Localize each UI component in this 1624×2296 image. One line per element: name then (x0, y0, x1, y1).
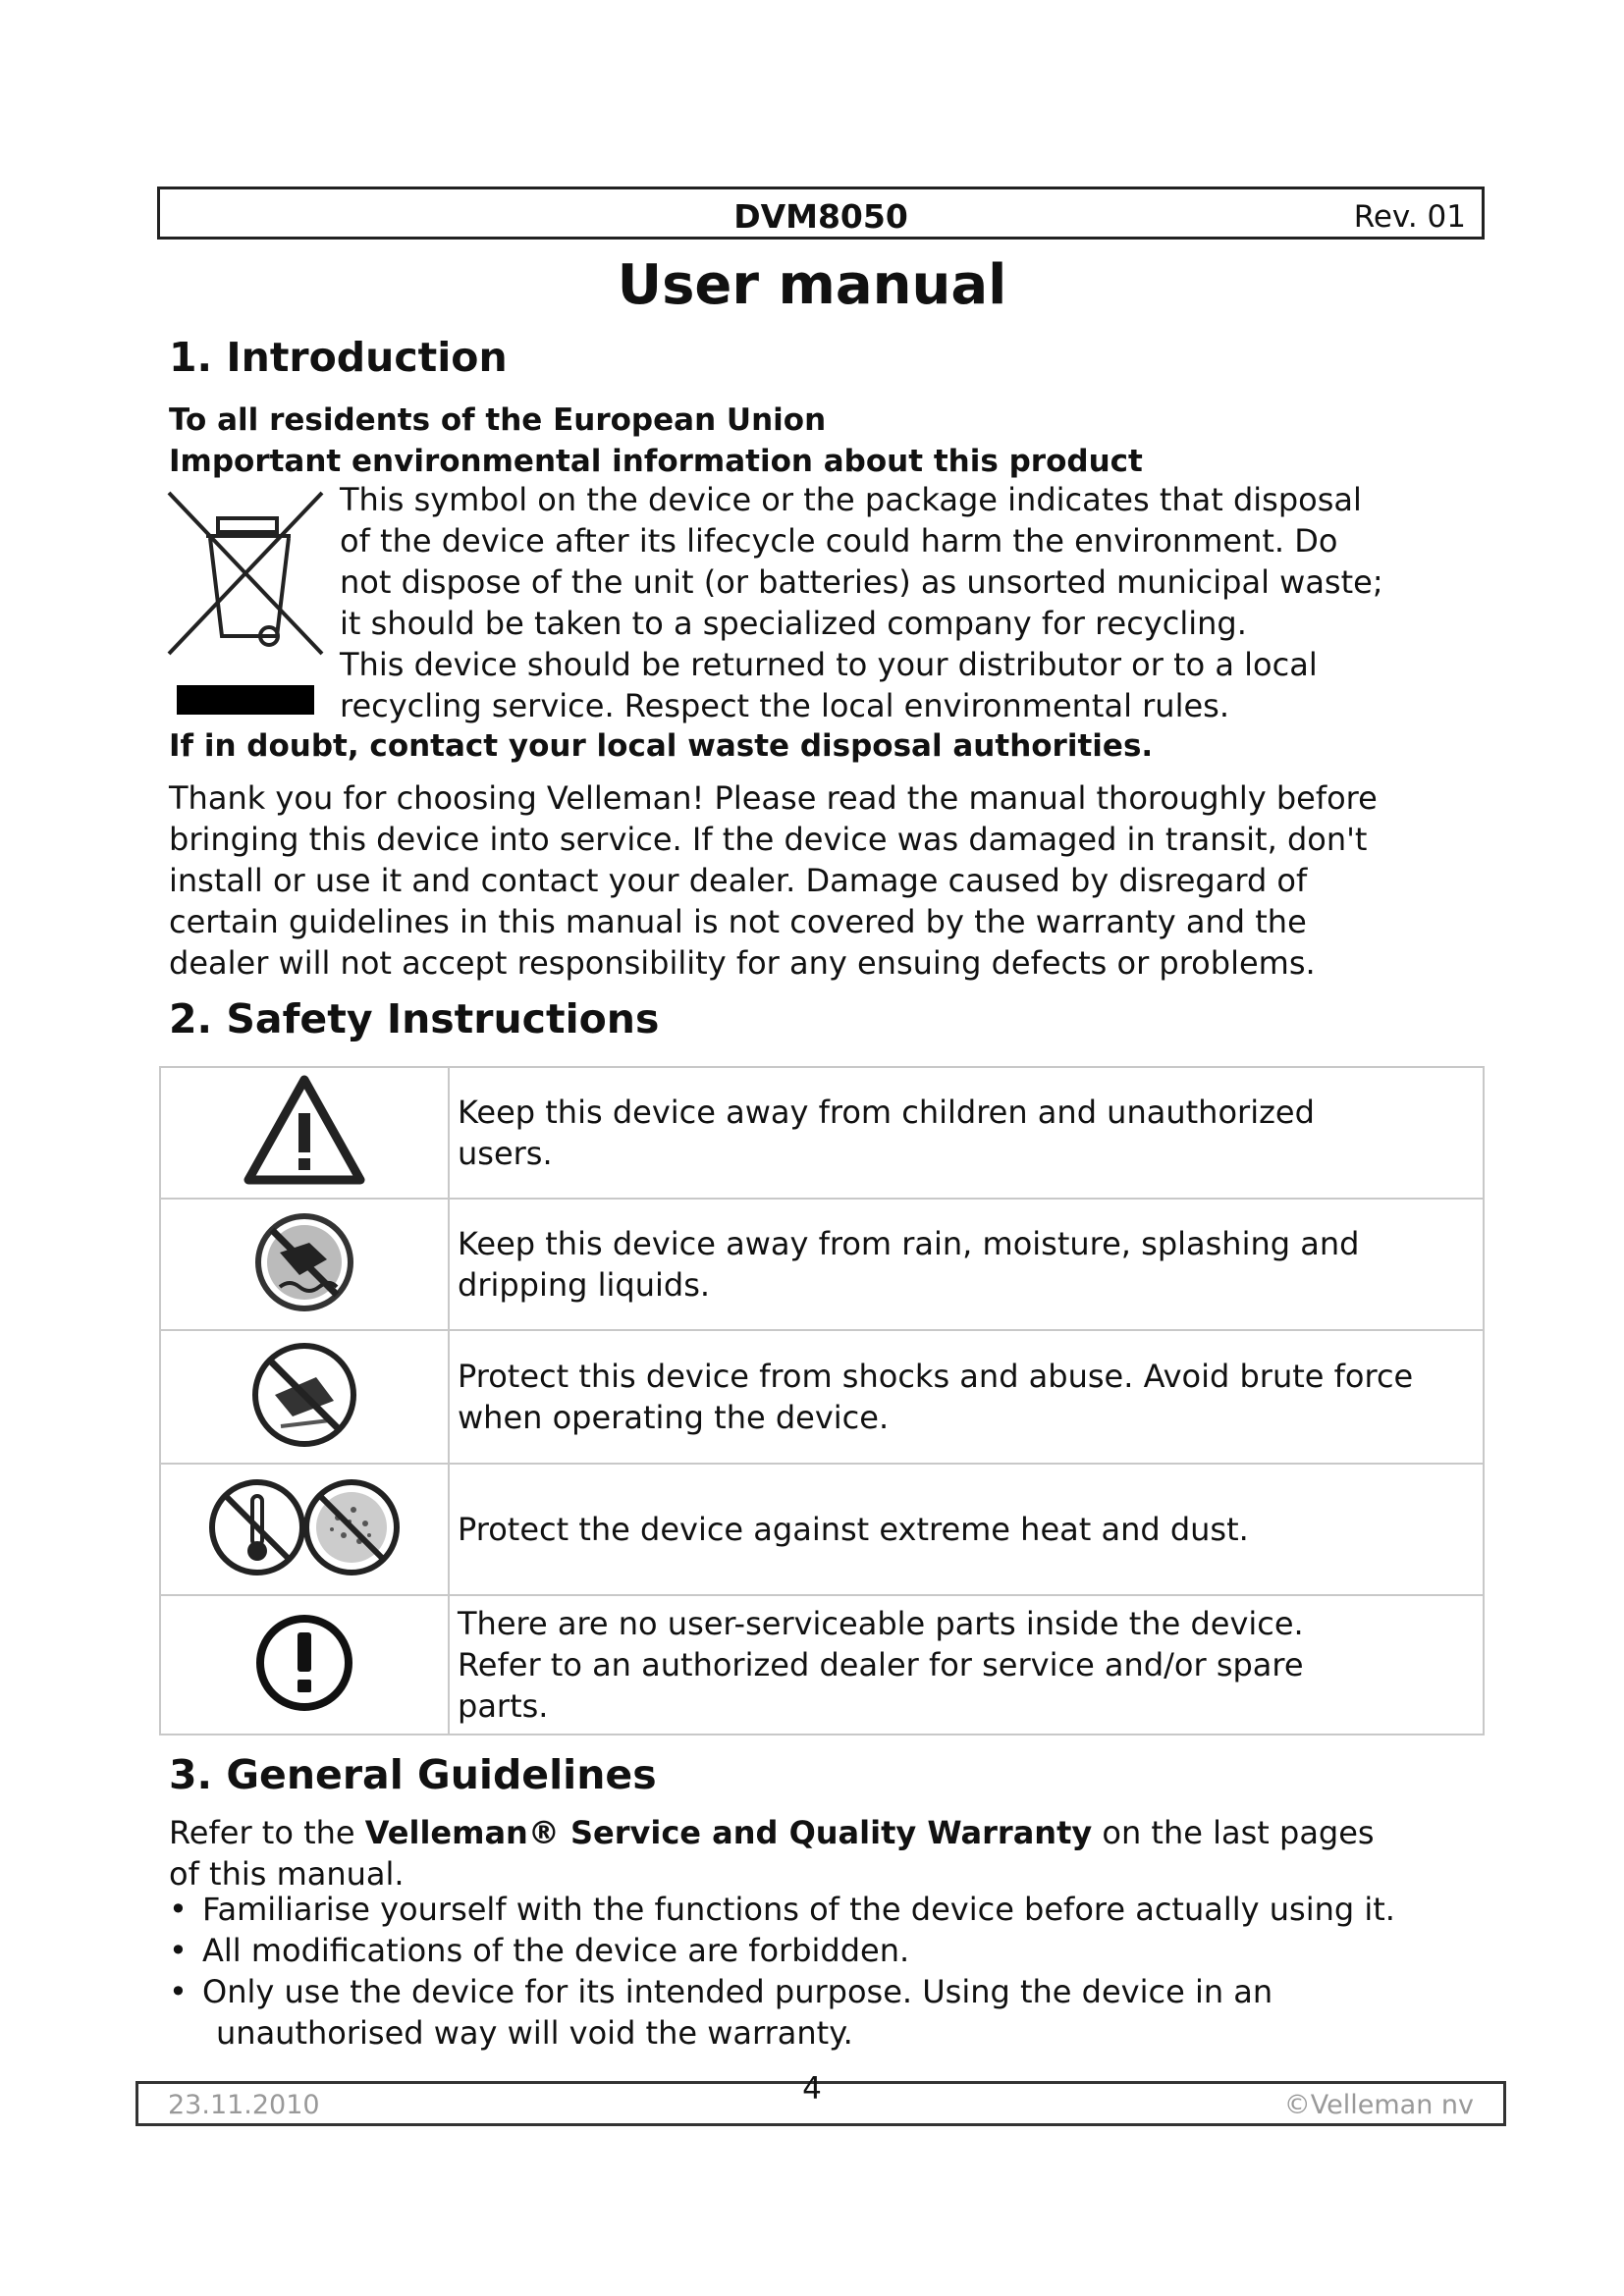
exclamation-circle-icon (252, 1611, 356, 1715)
warning-triangle-icon (241, 1072, 368, 1190)
env-line: This symbol on the device or the package indicates that disposal (340, 481, 1362, 518)
safety-row (160, 1595, 1484, 1735)
env-line: This device should be returned to your distributor or to a local (340, 646, 1318, 683)
no-shock-icon (247, 1338, 361, 1452)
thanks-line: certain guidelines in this manual is not covered by the warranty and the (169, 903, 1307, 940)
safety-row (160, 1464, 1484, 1595)
refer-prefix: Refer to the (169, 1814, 365, 1851)
thanks-line: Thank you for choosing Velleman! Please read the manual thoroughly before (169, 779, 1378, 817)
safety-row (160, 1330, 1484, 1464)
safety-text-line: Keep this device away from rain, moisture, splashing and (458, 1225, 1360, 1262)
env-line: it should be taken to a specialized company for recycling. (340, 605, 1247, 642)
safety-text-line: when operating the device. (458, 1399, 890, 1436)
env-notice-text (340, 479, 1489, 726)
page-number: 4 (802, 2071, 822, 2107)
safety-text-line: There are no user-serviceable parts inside the device. (458, 1605, 1304, 1642)
safety-table (159, 1066, 1485, 1735)
list-item: • Familiarise yourself with the functions of the device before actually using it. (169, 1889, 1485, 1930)
weee-bin-icon (167, 489, 334, 724)
doubt-line: If in doubt, contact your local waste disposal authorities. (169, 728, 1154, 764)
refer-line-2: of this manual. (169, 1855, 405, 1893)
refer-suffix: on the last pages (1092, 1814, 1375, 1851)
model-number: DVM8050 (733, 197, 908, 236)
safety-row (160, 1067, 1484, 1199)
safety-text-line: Refer to an authorized dealer for service and/or spare (458, 1646, 1304, 1683)
env-info-heading: Important environmental information about this product (169, 444, 1143, 479)
no-heat-dust-icon (206, 1474, 403, 1580)
page-title: User manual (617, 253, 1007, 317)
thanks-paragraph (169, 777, 1485, 984)
warranty-reference (169, 1812, 1485, 1895)
safety-text-line: dripping liquids. (458, 1266, 711, 1304)
safety-text-line: Protect the device against extreme heat and dust. (458, 1511, 1249, 1548)
footer-date: 23.11.2010 (168, 2090, 320, 2120)
thanks-line: bringing this device into service. If the device was damaged in transit, don't (169, 821, 1368, 858)
revision-label: Rev. 01 (1353, 199, 1466, 235)
safety-text-line: parts. (458, 1687, 549, 1725)
warranty-name: Velleman® Service and Quality Warranty (364, 1814, 1093, 1851)
safety-row (160, 1199, 1484, 1330)
safety-heading: 2. Safety Instructions (169, 995, 660, 1042)
safety-text-line: Protect this device from shocks and abuse. Avoid brute force (458, 1358, 1414, 1395)
document-header (157, 187, 1485, 240)
safety-text-line: users. (458, 1135, 553, 1172)
safety-text-line: Keep this device away from children and unauthorized (458, 1094, 1315, 1131)
list-item: • Only use the device for its intended purpose. Using the device in an unauthorised way will void the warranty. (169, 1971, 1485, 2054)
introduction-heading: 1. Introduction (169, 334, 508, 381)
list-item: • All modifications of the device are forbidden. (169, 1930, 1485, 1971)
guidelines-list (169, 1889, 1485, 2054)
no-water-icon (250, 1208, 358, 1316)
env-line: recycling service. Respect the local environmental rules. (340, 687, 1229, 724)
env-line: not dispose of the unit (or batteries) as unsorted municipal waste; (340, 563, 1383, 601)
env-line: of the device after its lifecycle could harm the environment. Do (340, 522, 1338, 560)
thanks-line: install or use it and contact your dealer. Damage caused by disregard of (169, 862, 1308, 899)
thanks-line: dealer will not accept responsibility for any ensuing defects or problems. (169, 944, 1316, 982)
eu-residents-line: To all residents of the European Union (169, 402, 827, 438)
guidelines-heading: 3. General Guidelines (169, 1751, 657, 1798)
footer-copyright: ©Velleman nv (1283, 2090, 1474, 2120)
